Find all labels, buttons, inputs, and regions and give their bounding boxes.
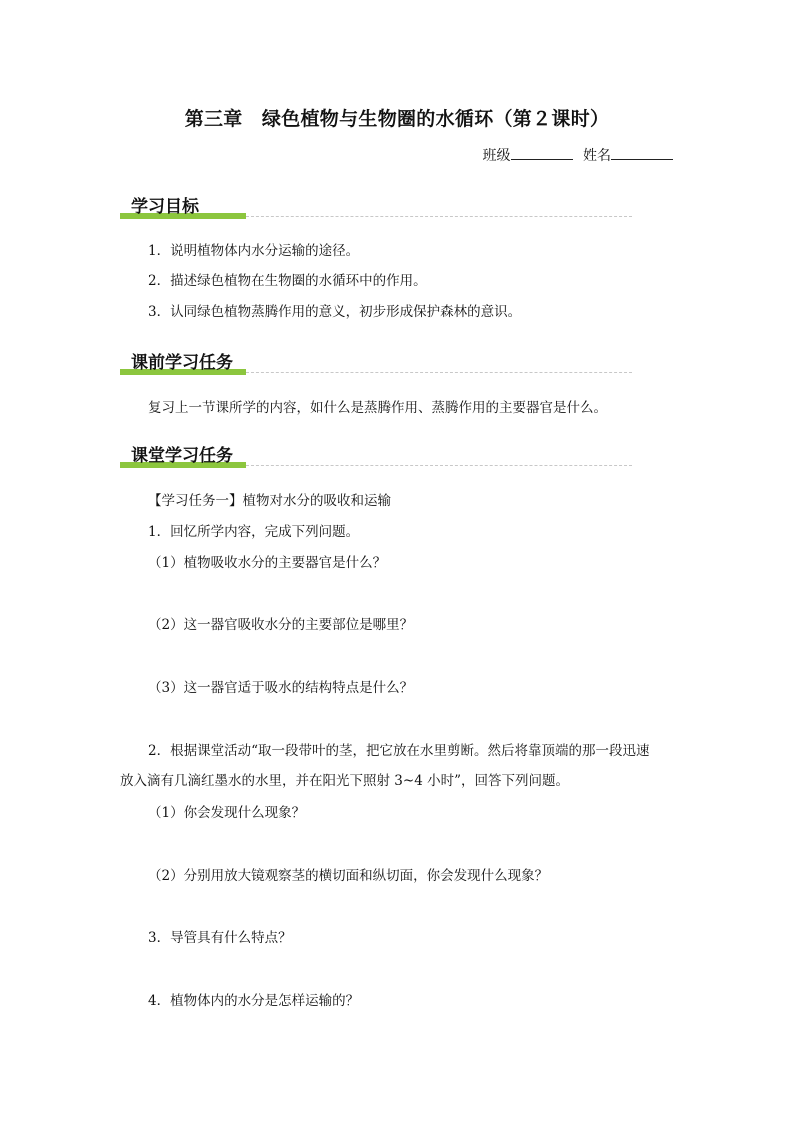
question-item: （2）这一器官吸收水分的主要部位是哪里？ [148,617,414,633]
question-item: （1）植物吸收水分的主要器官是什么？ [148,555,387,571]
name-blank [611,145,673,160]
section-heading-classroom [120,443,632,469]
question-item: （1）你会发现什么现象？ [148,805,306,821]
class-label: 班级 [482,148,511,164]
heading-divider [246,465,632,466]
question-item: 2．根据课堂活动“取一段带叶的茎，把它放在水里剪断。然后将靠顶端的那一段迅速 [148,743,650,759]
student-info-line [483,145,673,165]
section-title: 学习目标 [131,197,199,217]
objective-item: 3．认同绿色植物蒸腾作用的意义，初步形成保护森林的意识。 [148,304,522,320]
task-heading: 【学习任务一】植物对水分的吸收和运输 [148,493,391,509]
page-title: 第三章 绿色植物与生物圈的水循环（第２课时） [184,108,610,130]
question-item-continued: 放入滴有几滴红墨水的水里，并在阳光下照射 3~4 小时”，回答下列问题。 [120,773,569,789]
objective-item: 1．说明植物体内水分运输的途径。 [148,243,360,259]
class-blank [511,145,573,160]
heading-divider [246,216,632,217]
section-heading-objectives [120,194,632,220]
section-heading-preclass [120,350,632,376]
question-item: 4．植物体内的水分是怎样运输的？ [148,993,360,1009]
objective-item: 2．描述绿色植物在生物圈的水循环中的作用。 [148,273,427,289]
question-item: 1．回忆所学内容，完成下列问题。 [148,524,360,540]
question-item: （3）这一器官适于吸水的结构特点是什么？ [148,680,414,696]
name-label: 姓名 [583,148,611,164]
heading-divider [246,372,632,373]
section-title: 课堂学习任务 [131,446,233,466]
question-item: （2）分别用放大镜观察茎的横切面和纵切面，你会发现什么现象？ [148,868,549,884]
preclass-task: 复习上一节课所学的内容，如什么是蒸腾作用、蒸腾作用的主要器官是什么。 [148,400,607,416]
question-item: 3．导管具有什么特点？ [148,930,292,946]
section-title: 课前学习任务 [131,353,233,373]
